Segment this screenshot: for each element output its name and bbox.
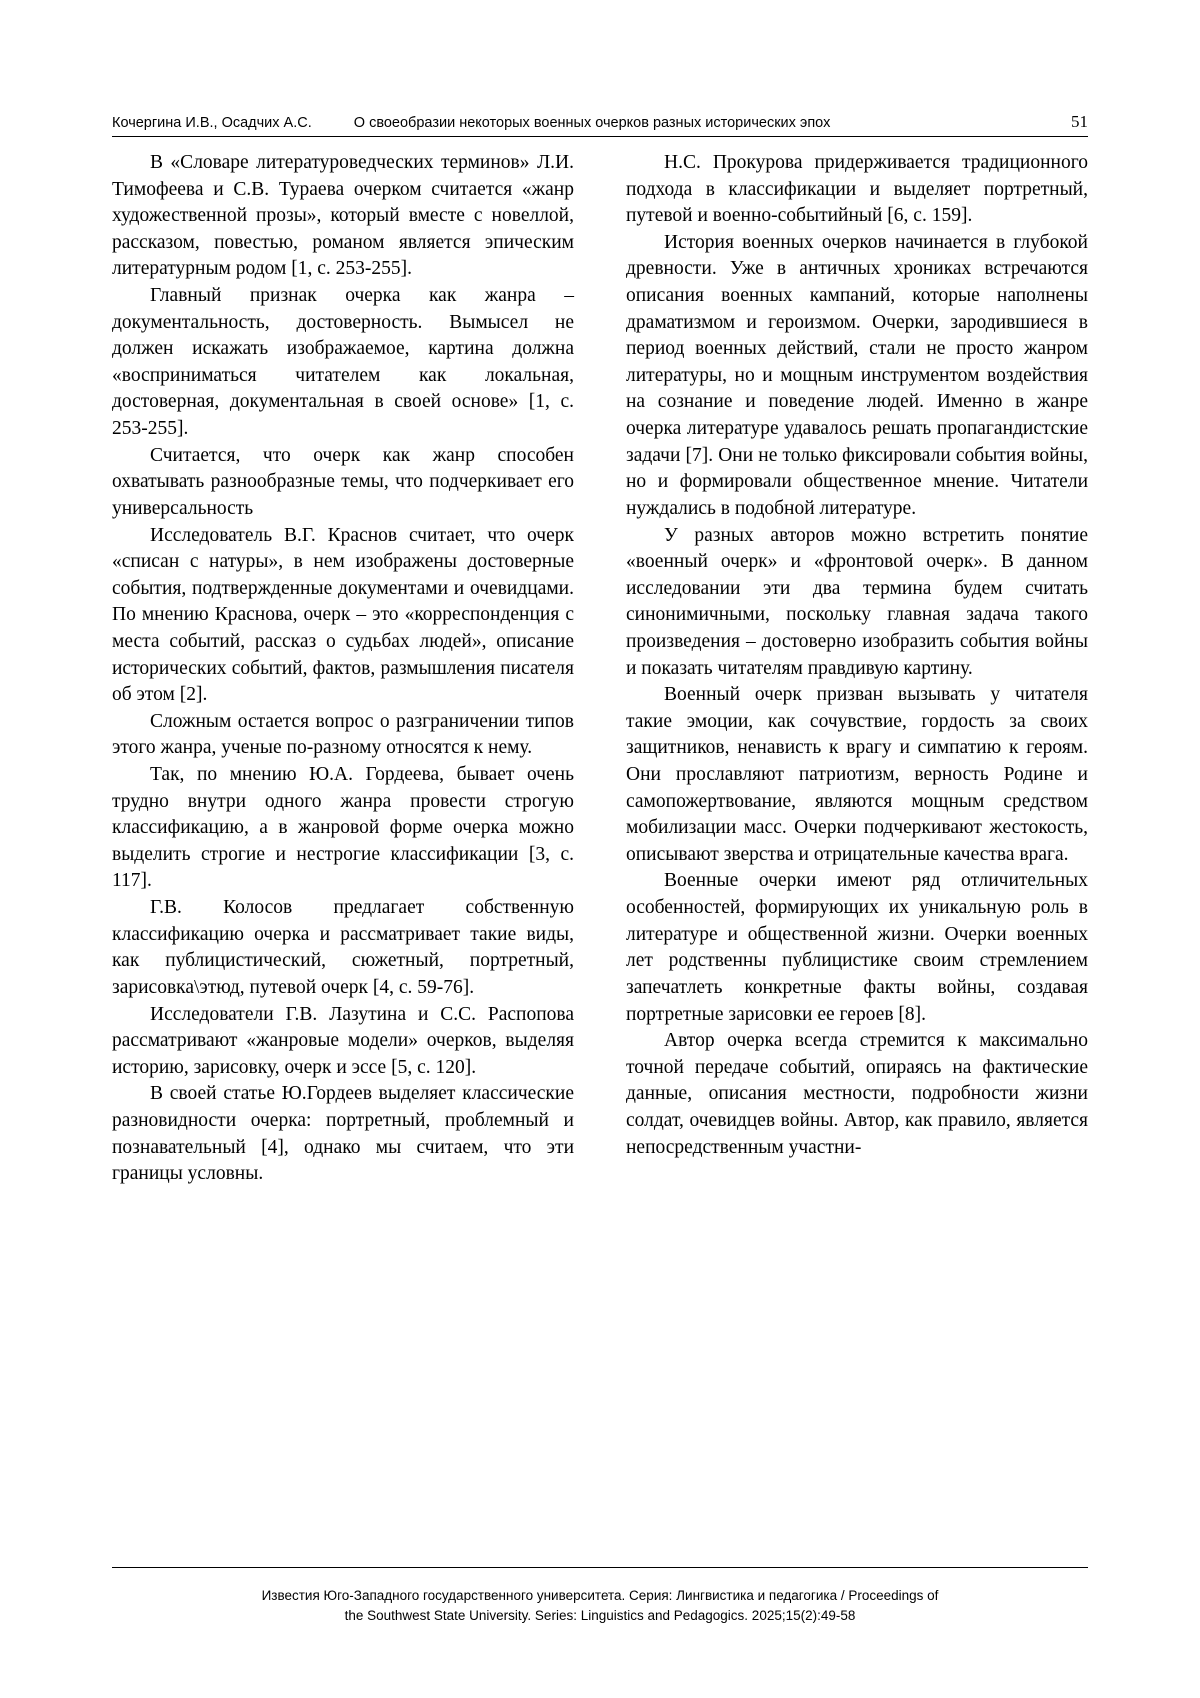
running-head	[112, 112, 1088, 132]
page-number: 51	[1071, 112, 1088, 131]
journal-footer	[112, 1586, 1088, 1627]
paragraph: Военные очерки имеют ряд отличительных особенностей, формирующих их уникальную роль в литературе и общественной жизни. Очерки военных лет родственны публицистике своим стремлением запечатлеть конкретные факты войны, создавая портретные зарисовки ее героев [8].	[626, 870, 1088, 1025]
paragraph: У разных авторов можно встретить понятие «военный очерк» и «фронтовой очерк». В данном исследовании эти два термина будем считать синонимичными, поскольку главная задача такого произведения – достоверно изобразить события войны и показать читателям правдивую картину.	[626, 524, 1088, 679]
paragraph: Военный очерк призван вызывать у читателя такие эмоции, как сочувствие, гордость за своих защитников, ненависть к врагу и симпатию к героям. Они прославляют патриотизм, верность Родине и самопожертвование, являются мощным средством мобилизации масс. Очерки подчеркивают жестокость, описывают зверства и отрицательные качества врага.	[626, 684, 1088, 865]
footer-line-2: the Southwest State University. Series: Linguistics and Pedagogics. 2025;15(2):49-58	[344, 1607, 856, 1623]
running-head-authors: Кочергина И.В., Осадчих А.С.	[112, 115, 312, 131]
paragraph: В «Словаре литературоведческих терминов» Л.И. Тимофеева и С.В. Тураева очерком считается «жанр художественной прозы», который вместе с новеллой, рассказом, повестью, романом является эпическим литературным родом [1, с. 253-255].	[112, 152, 574, 280]
header-divider	[112, 136, 1088, 137]
paragraph: Считается, что очерк как жанр способен охватывать разнообразные темы, что подчеркивает его универсальность	[112, 444, 574, 519]
footer-divider	[112, 1567, 1088, 1568]
paragraph: Исследователи Г.В. Лазутина и С.С. Распопова рассматривают «жанровые модели» очерков, выделяя историю, зарисовку, очерк и эссе [5, с. 120].	[112, 1003, 574, 1078]
left-column	[112, 150, 574, 1508]
paragraph: Н.С. Прокурова придерживается традиционного подхода в классификации и выделяет портретный, путевой и военно-событийный [6, с. 159].	[626, 152, 1088, 227]
paragraph: Сложным остается вопрос о разграничении типов этого жанра, ученые по-разному относятся к нему.	[112, 710, 574, 759]
body-columns	[112, 150, 1088, 1508]
paragraph: История военных очерков начинается в глубокой древности. Уже в античных хрониках встречаются описания военных кампаний, которые наполнены драматизмом и героизмом. Очерки, зародившиеся в период военных действий, стали не просто жанром литературы, но и мощным инструментом воздействия на сознание и поведение людей. Именно в жанре очерка литературе удавалось решать пропагандистские задачи [7]. Они не только фиксировали события войны, но и формировали общественное мнение. Читатели нуждались в подобной литературе.	[626, 231, 1088, 519]
footer-line-1: Известия Юго-Западного государственного университета. Серия: Лингвистика и педагогика / Proceedings of	[261, 1587, 939, 1603]
paragraph: Так, по мнению Ю.А. Гордеева, бывает очень трудно внутри одного жанра провести строгую классификацию, а в жанровой форме очерка можно выделить строгие и нестрогие классификации [3, с. 117].	[112, 764, 574, 892]
paragraph: Автор очерка всегда стремится к максимально точной передаче событий, опираясь на фактические данные, описания местности, подробности жизни солдат, очевидцев войны. Автор, как правило, является непосредственным участни-	[626, 1030, 1088, 1158]
paragraph: Г.В. Колосов предлагает собственную классификацию очерка и рассматривает такие виды, как публицистический, сюжетный, портретный, зарисовка\этюд, путевой очерк [4, с. 59-76].	[112, 897, 574, 998]
paragraph: В своей статье Ю.Гордеев выделяет классические разновидности очерка: портретный, проблемный и познавательный [4], однако мы считаем, что эти границы условны.	[112, 1083, 574, 1185]
running-head-title: О своеобразии некоторых военных очерков разных исторических эпох	[353, 115, 831, 131]
paragraph: Исследователь В.Г. Краснов считает, что очерк «списан с натуры», в нем изображены достоверные события, подтвержденные документами и очевидцами. По мнению Краснова, очерк – это «корреспонденция с места событий, рассказ о судьбах людей», описание исторических событий, фактов, размышления писателя об этом [2].	[112, 524, 574, 706]
right-column	[626, 150, 1088, 1508]
paragraph: Главный признак очерка как жанра – документальность, достоверность. Вымысел не должен искажать изображаемое, картина должна «восприниматься читателем как локальная, достоверная, документальная в своей основе» [1, с. 253-255].	[112, 285, 574, 440]
